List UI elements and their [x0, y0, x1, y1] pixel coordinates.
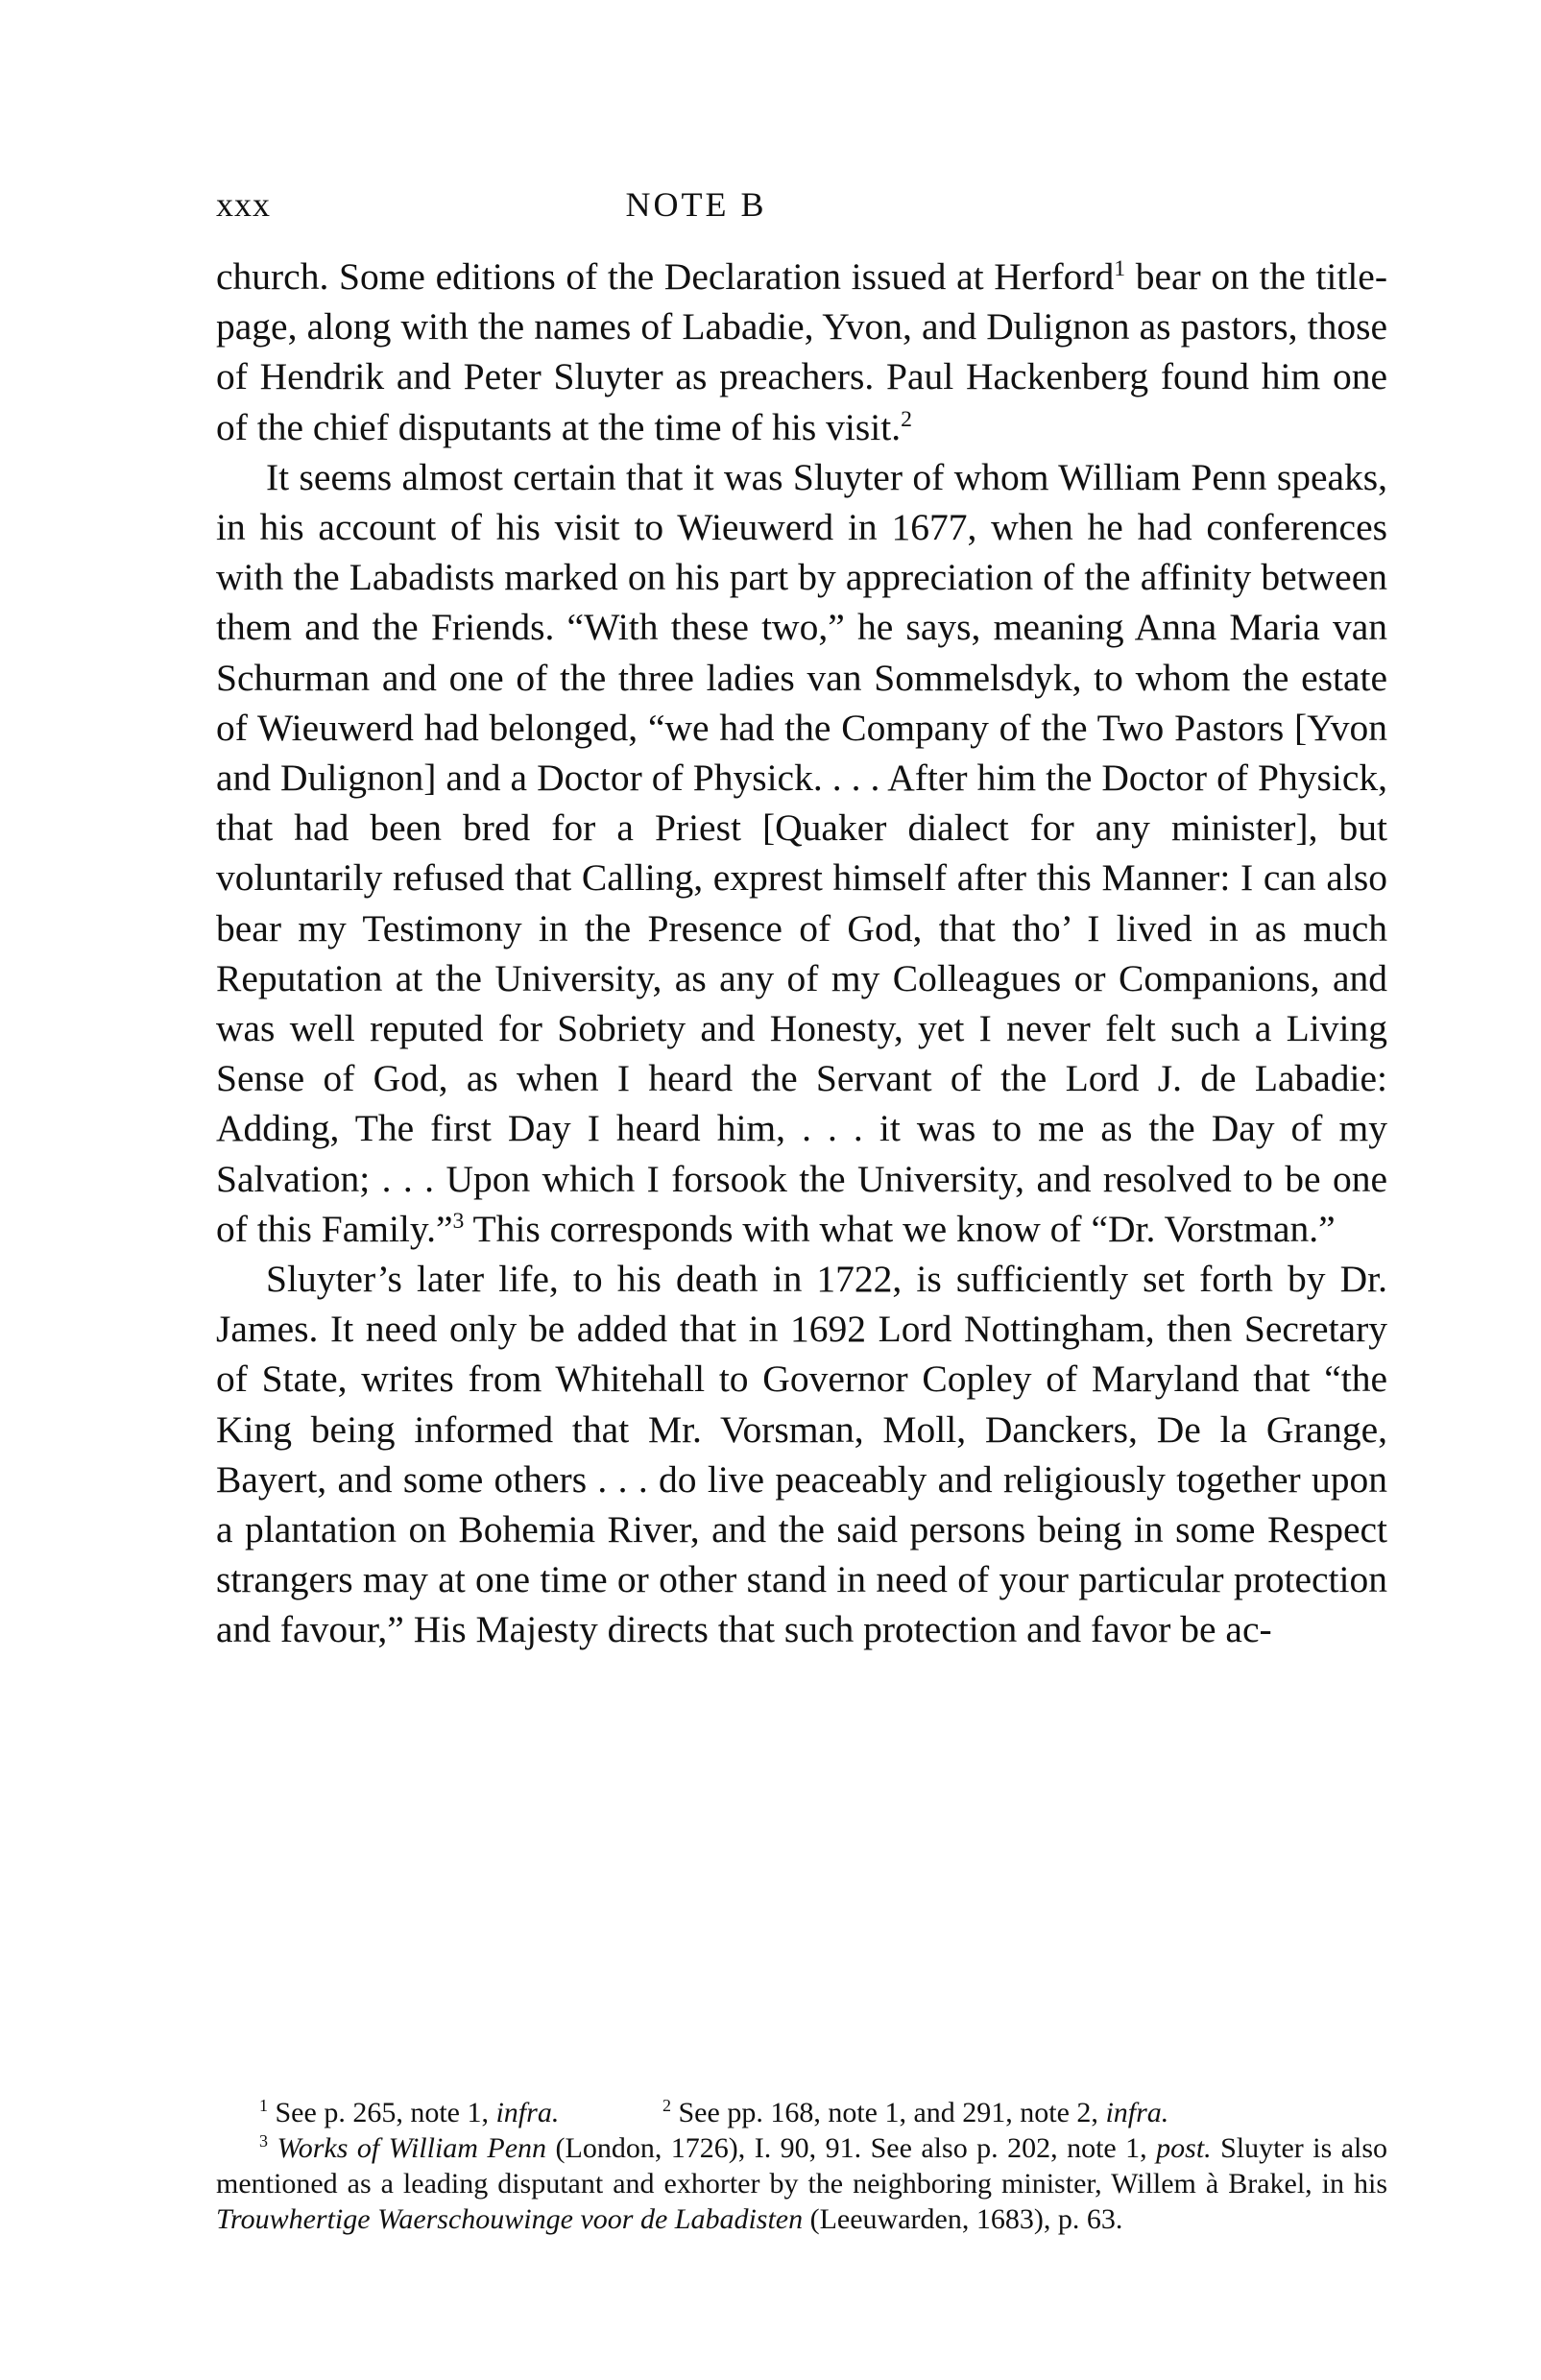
footnote-1: $^1$ See p. 265, note 1, infra. [259, 2096, 560, 2128]
running-title: NOTE B [625, 185, 767, 224]
footnote-3: $^3$ Works of William Penn (London, 1726), I. 90, 91. See also p. 202, note 1, post. Sluyter is also mentioned as a leading disputant and exhorter by the neighboring minister, Willem à Brakel, in his Trouwhertige Waerschouwinge voor de Labadisten (Leeuwarden, 1683), p. 63. [216, 2131, 1388, 2235]
footnote-ref-2: 2 [901, 406, 912, 432]
paragraph-1: church. Some editions of the Declaration issued at Herford$^1$ bear on the title-page, along with the names of Labadie, Yvon, and Dulignon as pastors, those of Hendrik and Peter Sluyter as preachers. Paul Hackenberg found him one of the chief disputants at the time of his visit.$^2$ [216, 255, 1387, 448]
page-header [216, 184, 1387, 230]
footnote-ref-3: 3 [452, 1208, 465, 1234]
footnote-row-1-2 [216, 2095, 1387, 2130]
footnote-ref-1: 1 [1114, 255, 1126, 281]
footnotes [216, 2095, 1387, 2237]
page-number: xxx [216, 185, 271, 224]
footnote-2: $^2$ See pp. 168, note 1, and 291, note 2, infra. [662, 2096, 1169, 2128]
paragraph-3: Sluyter’s later life, to his death in 1722, is sufficiently set forth by Dr. James. It need only be added that in 1692 Lord Nottingham, then Secretary of State, writes from Whitehall to Governor Copley of Maryland that “the King being informed that Mr. Vorsman, Moll, Danckers, De la Grange, Bayert, and some others . . . do live peaceably and religiously together upon a plantation on Bohemia River, and the said persons being in some Respect strangers may at one time or other stand in need of your particular protection and favour,” His Majesty directs that such protection and favor be ac- [216, 1258, 1387, 1651]
paragraph-2: It seems almost certain that it was Sluyter of whom William Penn speaks, in his account of his visit to Wieuwerd in 1677, when he had conferences with the Labadists marked on his part by appreciation of the affinity between them and the Friends. “With these two,” he says, meaning Anna Maria van Schurman and one of the three ladies van Sommelsdyk, to whom the estate of Wieuwerd had belonged, “we had the Company of the Two Pastors [Yvon and Dulignon] and a Doctor of Physick. . . . After him the Doctor of Physick, that had been bred for a Priest [Quaker dialect for any minister], but voluntarily refused that Calling, exprest himself after this Manner: I can also bear my Testimony in the Presence of God, that tho’ I lived in as much Reputation at the University, as any of my Colleagues or Companions, and was well reputed for Sobriety and Honesty, yet I never felt such a Living Sense of God, as when I heard the Servant of the Lord J. de Labadie: Adding, The first Day I heard him, . . . it was to me as the Day of my Salvation; . . . Upon which I forsook the University, and resolved to be one of this Family.”$^3$ This corresponds with what we know of “Dr. Vorstman.” [216, 455, 1387, 1250]
main-text [216, 252, 1387, 1655]
